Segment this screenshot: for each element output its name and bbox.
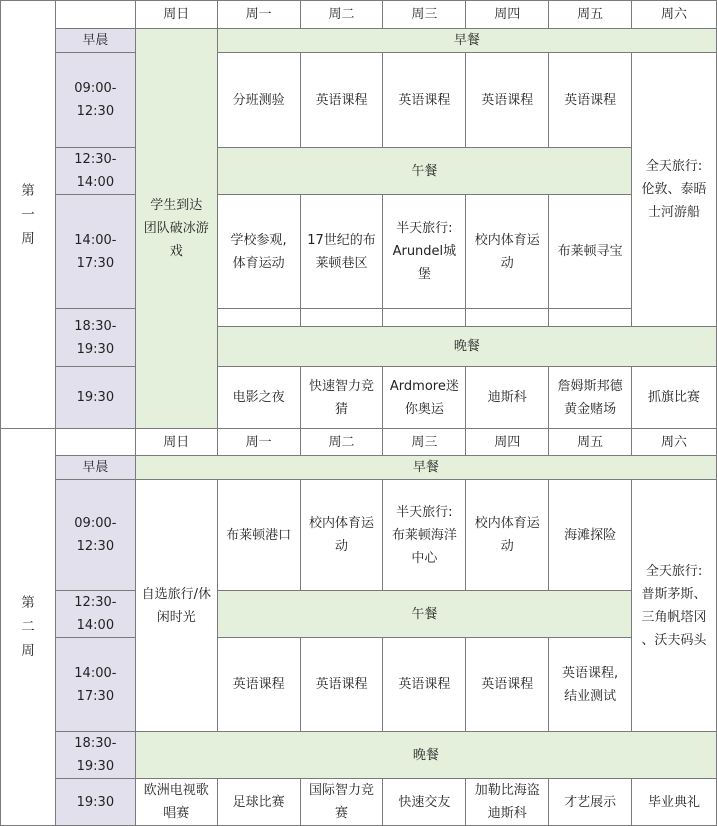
time-slot-0900: 09:00- 12:30	[55, 480, 135, 591]
week1-evening-mon: 电影之夜	[217, 367, 300, 429]
week1-afternoon-wed: 半天旅行: Arundel城 堡	[383, 195, 466, 309]
week1-gap-cell	[549, 309, 632, 327]
week1-morning-wed: 英语课程	[383, 53, 466, 148]
week1-evening-sat: 抓旗比赛	[632, 367, 717, 429]
time-slot-0900: 09:00- 12:30	[55, 53, 135, 148]
week1-evening-tue: 快速智力竞 猜	[300, 367, 383, 429]
day-header-wed: 周三	[383, 1, 466, 29]
day-header-sat: 周六	[632, 1, 717, 29]
week2-evening-fri: 才艺展示	[549, 779, 632, 826]
time-slot-1230: 12:30- 14:00	[55, 591, 135, 638]
time-slot-1830: 18:30- 19:30	[55, 732, 135, 779]
week1-afternoon-mon: 学校参观, 体育运动	[217, 195, 300, 309]
time-slot-1830: 18:30- 19:30	[55, 309, 135, 367]
time-morning: 早晨	[55, 29, 135, 53]
week1-evening-fri: 詹姆斯邦德 黄金赌场	[549, 367, 632, 429]
time-slot-1930: 19:30	[55, 779, 135, 826]
week2-label: 第 二 周	[1, 429, 56, 826]
header-corner	[55, 429, 135, 456]
week1-morning-fri: 英语课程	[549, 53, 632, 148]
week2-evening-thu: 加勒比海盗 迪斯科	[466, 779, 549, 826]
week1-afternoon-tue: 17世纪的布 莱顿巷区	[300, 195, 383, 309]
week1-morning-tue: 英语课程	[300, 53, 383, 148]
week1-lunch: 午餐	[217, 148, 631, 195]
week1-morning-mon: 分班测验	[217, 53, 300, 148]
day-header-sat: 周六	[632, 429, 717, 456]
day-header-tue: 周二	[300, 1, 383, 29]
week2-morning-fri: 海滩探险	[549, 480, 632, 591]
week2-morning-tue: 校内体育运 动	[300, 480, 383, 591]
week2-evening-sat: 毕业典礼	[632, 779, 717, 826]
week2-lunch: 午餐	[217, 591, 631, 638]
week2-evening-tue: 国际智力竞 赛	[300, 779, 383, 826]
day-header-thu: 周四	[466, 1, 549, 29]
time-slot-1400: 14:00- 17:30	[55, 195, 135, 309]
week1-breakfast: 早餐	[217, 29, 716, 53]
day-header-thu: 周四	[466, 429, 549, 456]
week1-label: 第 一 周	[1, 1, 56, 429]
day-header-wed: 周三	[383, 429, 466, 456]
day-header-tue: 周二	[300, 429, 383, 456]
week2-afternoon-wed: 英语课程	[383, 638, 466, 732]
day-header-fri: 周五	[549, 1, 632, 29]
week2-evening-mon: 足球比赛	[217, 779, 300, 826]
week2-header-row	[1, 429, 717, 456]
week2-morning-wed: 半天旅行: 布莱顿海洋 中心	[383, 480, 466, 591]
day-header-sun: 周日	[135, 429, 217, 456]
week2-evening-wed: 快速交友	[383, 779, 466, 826]
week1-morning-thu: 英语课程	[466, 53, 549, 148]
week2-sunday: 自选旅行/休 闲时光	[135, 480, 217, 732]
week1-sunday: 学生到达 团队破冰游 戏	[135, 29, 217, 429]
time-slot-1400: 14:00- 17:30	[55, 638, 135, 732]
week1-gap-cell	[383, 309, 466, 327]
day-header-fri: 周五	[549, 429, 632, 456]
week1-afternoon-fri: 布莱顿寻宝	[549, 195, 632, 309]
week1-evening-thu: 迪斯科	[466, 367, 549, 429]
time-slot-1230: 12:30- 14:00	[55, 148, 135, 195]
header-corner	[55, 1, 135, 29]
week2-saturday: 全天旅行: 普斯茅斯、 三角帆塔冈 、沃夫码头	[632, 480, 717, 732]
week2-dinner: 晚餐	[135, 732, 716, 779]
week2-afternoon-tue: 英语课程	[300, 638, 383, 732]
week2-afternoon-thu: 英语课程	[466, 638, 549, 732]
week2-morning-thu: 校内体育运 动	[466, 480, 549, 591]
week1-gap-cell	[300, 309, 383, 327]
week2-breakfast: 早餐	[135, 456, 716, 480]
week1-gap-cell	[217, 309, 300, 327]
week1-dinner: 晚餐	[217, 327, 716, 367]
week1-afternoon-thu: 校内体育运 动	[466, 195, 549, 309]
day-header-mon: 周一	[217, 1, 300, 29]
week2-afternoon-mon: 英语课程	[217, 638, 300, 732]
week1-gap-cell	[466, 309, 549, 327]
week2-evening-sun: 欧洲电视歌 唱赛	[135, 779, 217, 826]
week1-header-row	[1, 1, 717, 29]
week2-afternoon-fri: 英语课程, 结业测试	[549, 638, 632, 732]
day-header-mon: 周一	[217, 429, 300, 456]
time-slot-1930: 19:30	[55, 367, 135, 429]
week1-saturday: 全天旅行: 伦敦、泰晤 士河游船	[632, 53, 717, 327]
week2-morning-mon: 布莱顿港口	[217, 480, 300, 591]
time-morning: 早晨	[55, 456, 135, 480]
week1-evening-wed: Ardmore迷 你奥运	[383, 367, 466, 429]
day-header-sun: 周日	[135, 1, 217, 29]
